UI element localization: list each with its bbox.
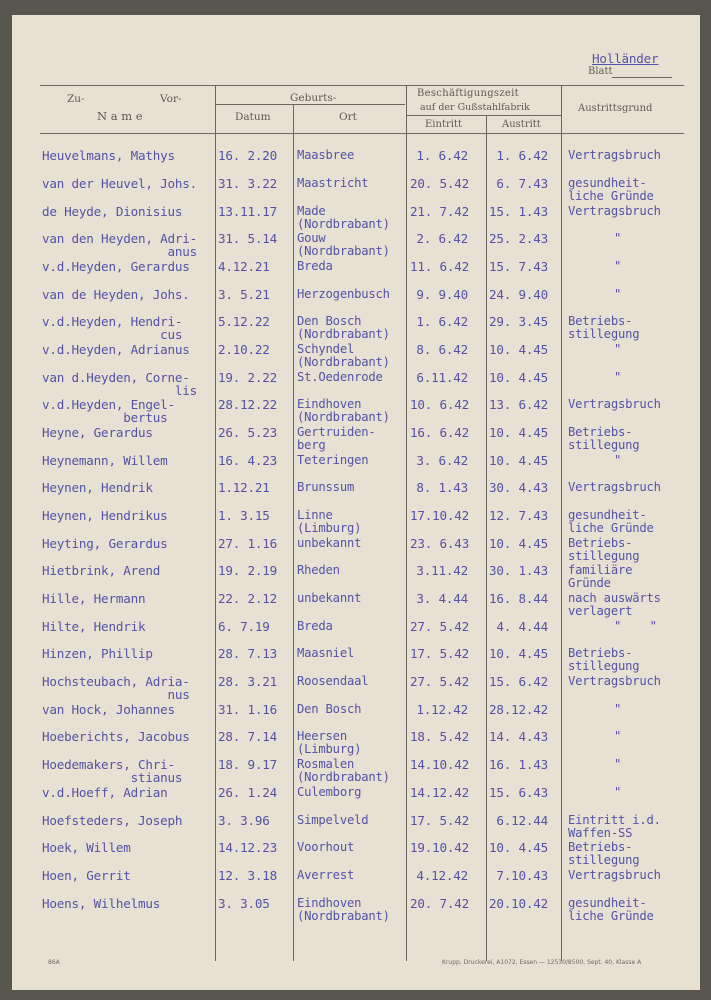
cell-ort: Voorhout <box>297 840 355 854</box>
cell-eintritt: 17. 5.42 <box>410 646 470 661</box>
col-divider-datum <box>293 104 294 961</box>
footer-left: 86A <box>48 959 60 966</box>
cell-austritt: 13. 6.42 <box>488 397 548 412</box>
table-header-rule <box>40 133 684 134</box>
cell-eintritt: 16. 6.42 <box>410 425 470 440</box>
cell-austritt: 24. 9.40 <box>488 287 548 302</box>
cell-austritt: 10. 4.45 <box>488 342 548 357</box>
cell-datum: 19. 2.19 <box>218 563 278 578</box>
header-geburts: Geburts- <box>290 92 337 104</box>
cell-austritt: 10. 4.45 <box>488 536 548 551</box>
header-ort: Ort <box>339 111 357 123</box>
cell-eintritt: 27. 5.42 <box>410 674 470 689</box>
cell-eintritt: 3. 6.42 <box>416 453 468 468</box>
header-name: N a m e <box>97 109 143 123</box>
cell-datum: 31. 5.14 <box>218 231 278 246</box>
cell-name: de Heyde, Dionisius <box>42 204 183 219</box>
col-divider-eintritt <box>486 115 487 961</box>
cell-grund: Betriebs- stillegung <box>568 536 640 563</box>
cell-datum: 16. 2.20 <box>218 148 278 163</box>
cell-grund: gesundheit- liche Gründe <box>568 896 654 923</box>
header-vor: Vor- <box>160 93 182 105</box>
cell-grund: " <box>614 342 622 356</box>
cell-grund: Vertragsbruch <box>568 204 661 218</box>
cell-grund: " <box>614 729 622 743</box>
cell-ort: Breda <box>297 619 333 633</box>
cell-austritt: 16. 8.44 <box>488 591 548 606</box>
cell-eintritt: 23. 6.43 <box>410 536 470 551</box>
cell-ort: Eindhoven (Nordbrabant) <box>297 397 390 424</box>
cell-eintritt: 18. 5.42 <box>410 729 470 744</box>
cell-grund: " <box>614 259 622 273</box>
cell-datum: 19. 2.22 <box>218 370 278 385</box>
header-beschaeftigung-1: Beschäftigungszeit <box>417 88 519 99</box>
cell-ort: Maasbree <box>297 148 355 162</box>
cell-ort: Heersen (Limburg) <box>297 729 362 756</box>
cell-name: Hoens, Wilhelmus <box>42 896 161 911</box>
cell-austritt: 16. 1.43 <box>488 757 548 772</box>
cell-ort: St.Oedenrode <box>297 370 383 384</box>
blatt-underline <box>612 77 672 78</box>
cell-datum: 22. 2.12 <box>218 591 278 606</box>
cell-datum: 4.12.21 <box>218 259 270 274</box>
cell-name: van den Heyden, Adri- anus <box>42 231 198 259</box>
cell-eintritt: 9. 9.40 <box>416 287 468 302</box>
cell-ort: unbekannt <box>297 591 362 605</box>
cell-grund: familiäre Gründe <box>568 563 633 590</box>
cell-eintritt: 4.12.42 <box>416 868 468 883</box>
cell-name: Hoefsteders, Joseph <box>42 813 183 828</box>
cell-datum: 18. 9.17 <box>218 757 278 772</box>
col-divider-austritt <box>561 85 562 961</box>
cell-eintritt: 19.10.42 <box>410 840 470 855</box>
cell-grund: gesundheit- liche Gründe <box>568 176 654 203</box>
cell-austritt: 10. 4.45 <box>488 840 548 855</box>
cell-grund: Betriebs- stillegung <box>568 646 640 673</box>
cell-datum: 6. 7.19 <box>218 619 270 634</box>
cell-datum: 1.12.21 <box>218 480 270 495</box>
cell-name: Hoeberichts, Jacobus <box>42 729 190 744</box>
cell-eintritt: 1. 6.42 <box>416 314 468 329</box>
cell-austritt: 15. 7.43 <box>488 259 548 274</box>
cell-ort: Den Bosch (Nordbrabant) <box>297 314 390 341</box>
cell-datum: 3. 3.05 <box>218 896 270 911</box>
cell-austritt: 25. 2.43 <box>488 231 548 246</box>
cell-ort: Schyndel (Nordbrabant) <box>297 342 390 369</box>
cell-datum: 28. 7.14 <box>218 729 278 744</box>
cell-grund: nach auswärts verlagert <box>568 591 661 618</box>
cell-austritt: 15. 1.43 <box>488 204 548 219</box>
cell-austritt: 30. 4.43 <box>488 480 548 495</box>
geburts-sub-rule <box>215 104 405 105</box>
cell-ort: Roosendaal <box>297 674 369 688</box>
cell-eintritt: 21. 7.42 <box>410 204 470 219</box>
cell-grund: Vertragsbruch <box>568 868 661 882</box>
cell-name: Hoek, Willem <box>42 840 131 855</box>
cell-eintritt: 2. 6.42 <box>416 231 468 246</box>
cell-austritt: 6.12.44 <box>496 813 548 828</box>
cell-austritt: 29. 3.45 <box>488 314 548 329</box>
cell-name: v.d.Heyden, Hendri- cus <box>42 314 183 342</box>
cell-austritt: 15. 6.42 <box>488 674 548 689</box>
cell-datum: 28.12.22 <box>218 397 278 412</box>
cell-austritt: 30. 1.43 <box>488 563 548 578</box>
cell-name: Hinzen, Phillip <box>42 646 153 661</box>
cell-grund: " <box>614 370 622 384</box>
col-divider-ort <box>406 85 407 961</box>
cell-datum: 31. 3.22 <box>218 176 278 191</box>
table-top-rule <box>40 85 684 86</box>
beschaeftigung-sub-rule <box>406 115 561 116</box>
cell-eintritt: 10. 6.42 <box>410 397 470 412</box>
cell-name: Heuvelmans, Mathys <box>42 148 175 163</box>
cell-eintritt: 3.11.42 <box>416 563 468 578</box>
cell-ort: Made (Nordbrabant) <box>297 204 390 231</box>
header-zu: Zu- <box>67 93 85 105</box>
cell-grund: Eintritt i.d. Waffen-SS <box>568 813 661 840</box>
cell-grund: gesundheit- liche Gründe <box>568 508 654 535</box>
cell-grund: " <box>614 785 622 799</box>
cell-datum: 31. 1.16 <box>218 702 278 717</box>
cell-ort: Teteringen <box>297 453 369 467</box>
cell-grund: " <box>614 702 622 716</box>
cell-datum: 2.10.22 <box>218 342 270 357</box>
header-datum: Datum <box>235 111 271 123</box>
cell-grund: Betriebs- stillegung <box>568 314 640 341</box>
cell-name: Hoen, Gerrit <box>42 868 131 883</box>
col-divider-name <box>215 85 216 961</box>
cell-eintritt: 17.10.42 <box>410 508 470 523</box>
cell-austritt: 10. 4.45 <box>488 370 548 385</box>
cell-ort: Eindhoven (Nordbrabant) <box>297 896 390 923</box>
cell-grund: Vertragsbruch <box>568 674 661 688</box>
cell-datum: 28. 7.13 <box>218 646 278 661</box>
cell-name: Hietbrink, Arend <box>42 563 161 578</box>
cell-grund: Vertragsbruch <box>568 480 661 494</box>
cell-austritt: 7.10.43 <box>496 868 548 883</box>
cell-eintritt: 1.12.42 <box>416 702 468 717</box>
cell-austritt: 10. 4.45 <box>488 453 548 468</box>
cell-ort: Maasniel <box>297 646 355 660</box>
cell-name: v.d.Hoeff, Adrian <box>42 785 168 800</box>
cell-eintritt: 11. 6.42 <box>410 259 470 274</box>
cell-eintritt: 8. 6.42 <box>416 342 468 357</box>
cell-austritt: 28.12.42 <box>488 702 548 717</box>
cell-datum: 26. 1.24 <box>218 785 278 800</box>
cell-austritt: 15. 6.43 <box>488 785 548 800</box>
header-beschaeftigung-2: auf der Gußstahlfabrik <box>420 102 530 113</box>
cell-ort: Rheden <box>297 563 340 577</box>
cell-name: v.d.Heyden, Gerardus <box>42 259 190 274</box>
cell-eintritt: 8. 1.43 <box>416 480 468 495</box>
cell-grund: Vertragsbruch <box>568 397 661 411</box>
cell-eintritt: 14.10.42 <box>410 757 470 772</box>
document-sheet <box>12 15 700 990</box>
cell-name: Heynemann, Willem <box>42 453 168 468</box>
cell-datum: 12. 3.18 <box>218 868 278 883</box>
cell-grund: Vertragsbruch <box>568 148 661 162</box>
cell-austritt: 10. 4.45 <box>488 425 548 440</box>
cell-datum: 27. 1.16 <box>218 536 278 551</box>
cell-austritt: 12. 7.43 <box>488 508 548 523</box>
cell-name: v.d.Heyden, Adrianus <box>42 342 190 357</box>
cell-eintritt: 17. 5.42 <box>410 813 470 828</box>
cell-name: van Hock, Johannes <box>42 702 175 717</box>
cell-grund: " <box>614 287 622 301</box>
cell-ort: unbekannt <box>297 536 362 550</box>
cell-austritt: 20.10.42 <box>488 896 548 911</box>
cell-name: van d.Heyden, Corne- lis <box>42 370 198 398</box>
cell-eintritt: 14.12.42 <box>410 785 470 800</box>
footer-imprint: Krupp, Druckerei, A1072, Essen — 12530/8500, Sept. 40, Klasse A <box>442 959 642 966</box>
cell-name: Hilte, Hendrik <box>42 619 146 634</box>
cell-name: Heynen, Hendrikus <box>42 508 168 523</box>
cell-eintritt: 1. 6.42 <box>416 148 468 163</box>
cell-ort: Brunssum <box>297 480 355 494</box>
cell-austritt: 1. 6.42 <box>496 148 548 163</box>
cell-ort: Simpelveld <box>297 813 369 827</box>
cell-datum: 13.11.17 <box>218 204 278 219</box>
cell-grund: " <box>614 453 622 467</box>
cell-name: Heyting, Gerardus <box>42 536 168 551</box>
cell-name: v.d.Heyden, Engel- bertus <box>42 397 175 425</box>
cell-ort: Culemborg <box>297 785 362 799</box>
cell-ort: Gouw (Nordbrabant) <box>297 231 390 258</box>
cell-datum: 1. 3.15 <box>218 508 270 523</box>
cell-name: Heyne, Gerardus <box>42 425 153 440</box>
cell-name: Hochsteubach, Adria- nus <box>42 674 190 702</box>
cell-grund: Betriebs- stillegung <box>568 840 640 867</box>
cell-eintritt: 3. 4.44 <box>416 591 468 606</box>
cell-eintritt: 6.11.42 <box>416 370 468 385</box>
cell-eintritt: 20. 5.42 <box>410 176 470 191</box>
cell-datum: 16. 4.23 <box>218 453 278 468</box>
cell-ort: Linne (Limburg) <box>297 508 362 535</box>
cell-grund: " <box>614 231 622 245</box>
cell-datum: 26. 5.23 <box>218 425 278 440</box>
cell-name: van der Heuvel, Johs. <box>42 176 198 191</box>
cell-ort: Rosmalen (Nordbrabant) <box>297 757 390 784</box>
header-eintritt: Eintritt <box>425 119 462 130</box>
cell-datum: 3. 5.21 <box>218 287 270 302</box>
cell-austritt: 14. 4.43 <box>488 729 548 744</box>
cell-ort: Breda <box>297 259 333 273</box>
cell-grund: " <box>614 757 622 771</box>
cell-grund: Betriebs- stillegung <box>568 425 640 452</box>
cell-datum: 3. 3.96 <box>218 813 270 828</box>
cell-datum: 28. 3.21 <box>218 674 278 689</box>
section-name: Holländer <box>592 51 659 66</box>
cell-datum: 14.12.23 <box>218 840 278 855</box>
blatt-label: Blatt <box>588 66 613 77</box>
cell-ort: Herzogenbusch <box>297 287 390 301</box>
cell-eintritt: 27. 5.42 <box>410 619 470 634</box>
cell-name: Hille, Hermann <box>42 591 146 606</box>
cell-austritt: 10. 4.45 <box>488 646 548 661</box>
cell-ort: Maastricht <box>297 176 369 190</box>
cell-name: van de Heyden, Johs. <box>42 287 190 302</box>
cell-name: Hoedemakers, Chri- stianus <box>42 757 183 785</box>
cell-name: Heynen, Hendrik <box>42 480 153 495</box>
cell-austritt: 4. 4.44 <box>496 619 548 634</box>
cell-datum: 5.12.22 <box>218 314 270 329</box>
cell-austritt: 6. 7.43 <box>496 176 548 191</box>
header-austritt: Austritt <box>502 119 541 130</box>
header-austrittsgrund: Austrittsgrund <box>578 103 653 114</box>
cell-ort: Averrest <box>297 868 355 882</box>
cell-eintritt: 20. 7.42 <box>410 896 470 911</box>
cell-ort: Gertruiden- berg <box>297 425 376 452</box>
cell-ort: Den Bosch <box>297 702 362 716</box>
cell-grund: " " <box>614 619 657 633</box>
